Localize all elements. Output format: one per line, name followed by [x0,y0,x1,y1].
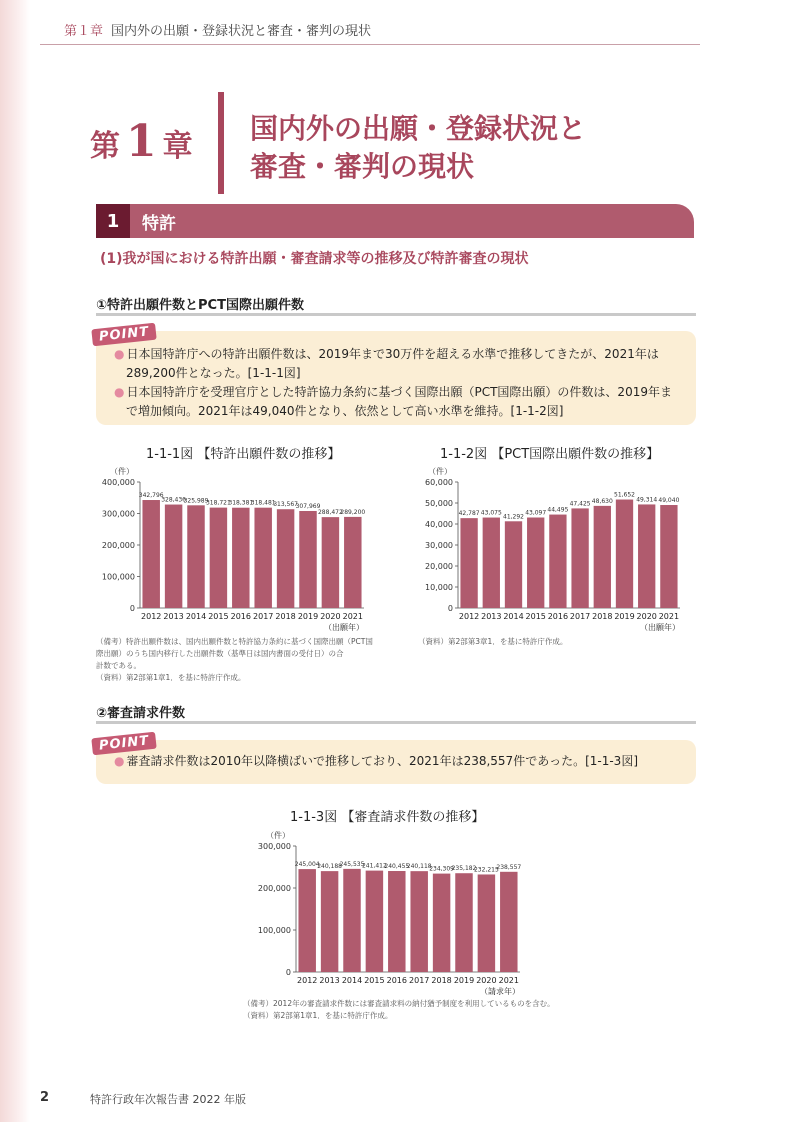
bar-2018 [433,874,450,972]
bar-2014 [187,505,204,608]
x-tick-label-2019: 2019 [614,612,635,621]
chart2-note-1: （資料）第2部第3章1．を基に特許庁作成。 [418,637,568,646]
bar-2021 [660,505,677,608]
bar-2014 [343,869,360,972]
y-axis-label: （件） [110,467,134,476]
data-label-2013: 240,188 [317,863,343,871]
bar-2020 [322,517,339,608]
point-label-2: POINT [91,732,157,756]
x-tick-label-2012: 2012 [458,612,480,621]
x-tick-label-2016: 2016 [386,976,407,985]
x-tick-label-2020: 2020 [476,976,497,985]
y-tick-label: 50,000 [425,499,453,508]
bar-2017 [254,508,271,608]
bar-2012 [298,869,315,972]
y-tick-label: 300,000 [257,842,291,851]
bar-2017 [410,871,427,972]
section-number: 1 [96,204,130,238]
x-tick-label-2014: 2014 [341,976,363,985]
x-tick-label-2016: 2016 [547,612,569,621]
chart3-title: 1-1-3図 【審査請求件数の推移】 [290,810,485,825]
chart-1-1-3 [240,824,540,996]
x-tick-label-2018: 2018 [431,976,452,985]
x-tick-label-2021: 2021 [498,976,519,985]
bar-2019 [455,873,472,972]
data-label-2017: 240,118 [406,863,432,871]
point1-bullet-2: ● 日本国特許庁を受理官庁とした特許協力条約に基づく国際出願（PCT国際出願）の件数は、2019年まで増加傾向。2021年は49,040件となり、依然として高い水準を維持。[1-1-2図] [114,383,680,421]
bar-2016 [232,508,249,608]
y-tick-label: 100,000 [101,572,135,582]
chapter-num: 1 [126,116,157,167]
data-label-2013: 328,436 [161,496,187,504]
chart2-notes [418,636,698,648]
bar-2016 [549,515,566,608]
chart-1-1-2 [418,460,698,635]
chapter-title-line2: 審査・審判の現状 [250,150,475,183]
data-label-2019: 235,182 [451,865,477,873]
data-label-2015: 43,097 [525,509,547,517]
x-tick-label-2013: 2013 [319,976,340,985]
bar-2014 [505,521,522,608]
chart3-notes [243,998,663,1022]
bar-2013 [321,871,338,972]
bar-2019 [299,511,316,608]
y-tick-label: 40,000 [425,520,453,529]
data-label-2013: 43,075 [480,509,502,517]
item1-rule [96,313,696,316]
point-box-2 [96,740,696,784]
y-axis-label: （件） [428,467,452,476]
point1-bullet-1: ● 日本国特許庁への特許出願件数は、2019年まで30万件を超える水準で推移してきたが、2021年は289,200件となった。[1-1-1図] [114,345,680,383]
page-number: 2 [40,1090,50,1105]
bar-2018 [277,509,294,608]
chart-1-1-1 [96,460,386,635]
data-label-2015: 318,721 [205,499,231,507]
bar-2019 [616,500,633,608]
data-label-2021: 238,557 [496,863,522,871]
chapter-title-line1: 国内外の出願・登録状況と [250,112,587,145]
bar-2012 [142,500,159,608]
point-box-1 [96,331,696,425]
x-axis-label: （出願年） [640,623,680,632]
x-tick-label-2013: 2013 [481,612,502,621]
x-tick-label-2021: 2021 [342,612,363,621]
chart1-note-2: 際出願）のうち国内移行した出願件数（基準日は国内書面の受付日）の合 [96,649,344,658]
data-label-2012: 342,796 [138,492,164,500]
y-tick-label: 0 [447,604,453,613]
x-tick-label-2020: 2020 [636,612,657,621]
running-chapter-title: 国内外の出願・登録状況と審査・審判の現状 [111,24,372,39]
data-label-2016: 240,455 [384,863,410,871]
page-edge-decoration [0,0,30,1122]
bar-2013 [165,505,182,608]
subsection-heading: (1)我が国における特許出願・審査請求等の推移及び特許審査の現状 [100,251,529,267]
data-label-2015: 241,412 [361,862,387,870]
x-tick-label-2014: 2014 [503,612,524,621]
bar-2018 [594,506,611,608]
x-tick-label-2018: 2018 [592,612,613,621]
chapter-divider [218,92,224,194]
x-axis-label: （出願年） [324,623,364,632]
x-axis-label: （請求年） [480,987,520,996]
chart3-note-2: （資料）第2部第1章1．を基に特許庁作成。 [243,1011,393,1020]
chart1-note-3: 計数である。 [96,661,141,670]
section-heading [96,204,694,238]
y-tick-label: 300,000 [101,509,135,519]
chapter-number [90,116,193,167]
item2-heading: ②審査請求件数 [96,706,186,721]
x-tick-label-2021: 2021 [658,612,680,621]
data-label-2014: 41,292 [503,513,524,521]
y-axis-label: （件） [266,831,290,840]
running-header-rule [40,44,700,45]
data-label-2016: 44,495 [547,506,569,514]
chapter-title [250,110,670,186]
y-tick-label: 60,000 [425,478,453,487]
bar-2015 [210,508,227,608]
bar-2015 [366,871,383,972]
chart1-note-4: （資料）第2部第1章1．を基に特許庁作成。 [96,673,246,682]
data-label-2018: 313,567 [273,501,299,509]
data-label-2014: 245,535 [339,860,365,868]
y-tick-label: 200,000 [257,884,291,893]
y-tick-label: 400,000 [101,478,135,487]
point2-bullet-1: ● 審査請求件数は2010年以降横ばいで推移しており、2021年は238,557件であった。[1-1-3図] [114,752,680,771]
data-label-2017: 318,481 [250,499,276,507]
data-label-2020: 288,472 [317,509,343,517]
bar-2013 [483,518,500,608]
data-label-2018: 234,309 [429,865,455,873]
item2-rule [96,721,696,724]
y-tick-label: 200,000 [101,541,135,550]
x-tick-label-2012: 2012 [297,976,318,985]
running-header [64,20,371,39]
item1-heading: ①特許出願件数とPCT国際出願件数 [96,298,304,313]
publication-name: 特許行政年次報告書 2022 年版 [90,1093,246,1106]
x-tick-label-2019: 2019 [297,612,319,621]
y-tick-label: 0 [285,968,291,977]
data-label-2016: 318,381 [228,499,254,507]
x-tick-label-2013: 2013 [163,612,184,621]
bar-2021 [500,872,517,972]
x-tick-label-2015: 2015 [525,612,546,621]
bar-2020 [478,874,495,972]
bar-2012 [460,518,477,608]
x-tick-label-2020: 2020 [320,612,341,621]
bar-2020 [638,504,655,608]
point-label-1: POINT [91,323,157,347]
y-tick-label: 30,000 [425,541,453,550]
data-label-2020: 232,215 [473,866,499,874]
bar-2021 [344,517,361,608]
x-tick-label-2016: 2016 [230,612,251,621]
chart2-title: 1-1-2図 【PCT国際出願件数の推移】 [440,447,660,462]
y-tick-label: 20,000 [425,562,453,571]
chapter-word-sho: 章 [162,129,193,164]
x-tick-label-2017: 2017 [253,612,274,621]
chart3-note-1: （備考）2012年の審査請求件数には審査請求料の納付猶予制度を利用しているものを含む。 [243,999,555,1008]
data-label-2012: 245,004 [294,861,320,869]
section-title: 特許 [142,213,176,234]
x-tick-label-2019: 2019 [453,976,475,985]
x-tick-label-2012: 2012 [141,612,162,621]
data-label-2012: 42,787 [458,510,480,518]
chart1-note-1: （備考）特許出願件数は、国内出願件数と特許協力条約に基づく国際出願（PCT国 [96,637,373,646]
x-tick-label-2017: 2017 [409,976,430,985]
x-tick-label-2017: 2017 [569,612,591,621]
data-label-2017: 47,425 [569,500,591,508]
data-label-2014: 325,989 [183,497,209,505]
x-tick-label-2014: 2014 [185,612,207,621]
bar-2015 [527,517,544,608]
running-chapter-label: 第１章 [64,24,104,39]
data-label-2020: 49,314 [636,496,658,504]
x-tick-label-2015: 2015 [208,612,229,621]
data-label-2019: 51,652 [614,491,635,499]
chart1-notes [96,636,396,684]
bar-2017 [571,508,588,608]
y-tick-label: 100,000 [257,926,291,935]
x-tick-label-2018: 2018 [275,612,296,621]
bar-2016 [388,871,405,972]
data-label-2021: 49,040 [658,497,680,505]
chapter-word-dai: 第 [90,129,120,164]
x-tick-label-2015: 2015 [364,976,385,985]
y-tick-label: 10,000 [425,583,453,592]
y-tick-label: 0 [129,604,135,613]
chart1-title: 1-1-1図 【特許出願件数の推移】 [146,447,341,462]
data-label-2018: 48,630 [591,497,613,505]
data-label-2021: 289,200 [340,508,366,516]
data-label-2019: 307,969 [295,502,321,510]
